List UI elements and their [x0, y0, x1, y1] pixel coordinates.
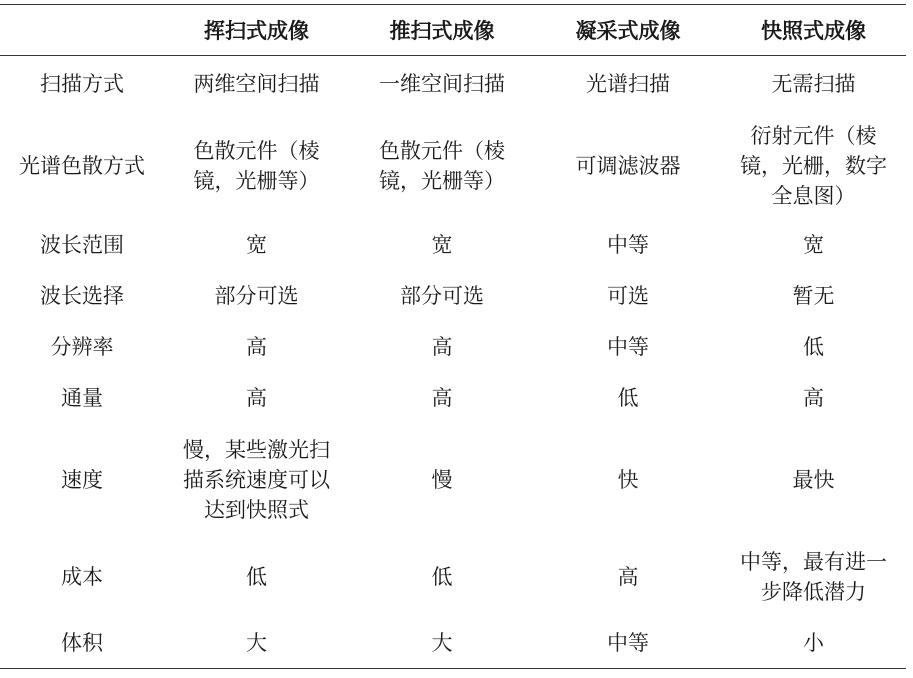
table-cell: 高 [431, 386, 453, 410]
table-cell: 可选 [607, 284, 649, 308]
row-label: 成本 [61, 564, 103, 589]
row-label: 扫描方式 [40, 72, 124, 97]
imaging-comparison-table [0, 4, 906, 669]
table-row [0, 424, 906, 536]
row-label: 光谱色散方式 [19, 154, 145, 178]
table-cell: 宽 [803, 233, 824, 257]
table-cell: 色散元件（棱镜，光栅等） [193, 139, 320, 193]
table-cell: 高 [246, 335, 267, 359]
header-whiskbroom: 挥扫式成像 [164, 5, 349, 56]
row-label: 速度 [61, 467, 103, 492]
header-snapshot: 快照式成像 [721, 5, 906, 56]
table-row [0, 536, 906, 618]
table-row [0, 56, 906, 113]
table-cell: 高 [803, 386, 824, 410]
header-staring: 凝采式成像 [535, 5, 721, 56]
table-cell: 可调滤波器 [575, 154, 681, 178]
row-label: 通量 [61, 386, 103, 410]
row-label: 分辨率 [50, 335, 114, 359]
table-row [0, 271, 906, 322]
table-cell: 低 [617, 386, 639, 410]
table-cell: 中等，最有进一步降低潜力 [740, 549, 887, 604]
table-cell: 慢 [431, 467, 453, 492]
table-cell: 部分可选 [214, 284, 299, 308]
table-cell: 部分可选 [400, 284, 484, 308]
table-cell: 宽 [246, 233, 267, 257]
table-cell: 快 [617, 467, 639, 492]
table-row [0, 373, 906, 424]
row-label: 体积 [0, 618, 164, 669]
table-cell: 宽 [431, 233, 453, 257]
table-cell: 两维空间扫描 [193, 72, 320, 97]
table-cell: 高 [246, 386, 267, 410]
table-cell: 中等 [535, 618, 721, 669]
table-cell: 色散元件（棱镜，光栅等） [379, 139, 505, 193]
table-cell: 暂无 [792, 284, 835, 308]
table-cell: 低 [803, 335, 824, 359]
table-cell: 衍射元件（棱镜，光栅，数字全息图） [740, 124, 887, 208]
table-row [0, 322, 906, 373]
table-cell: 高 [431, 335, 453, 359]
table-header-row [0, 5, 906, 56]
table-cell: 慢，某些激光扫描系统速度可以达到快照式 [183, 437, 330, 522]
row-label: 波长范围 [40, 233, 124, 257]
row-label: 波长选择 [40, 284, 124, 308]
table-cell: 低 [246, 564, 267, 589]
table-cell: 低 [431, 564, 453, 589]
table-cell: 最快 [792, 467, 835, 492]
table-cell: 一维空间扫描 [379, 72, 505, 97]
table-cell: 无需扫描 [771, 72, 856, 97]
header-pushbroom: 推扫式成像 [349, 5, 535, 56]
table-row [0, 618, 906, 669]
table-cell: 小 [721, 618, 906, 669]
table-row [0, 113, 906, 220]
table-cell: 大 [349, 618, 535, 669]
table-cell: 中等 [607, 233, 649, 257]
table-row [0, 220, 906, 271]
header-corner [0, 5, 164, 56]
table-cell: 高 [617, 564, 639, 589]
table-cell: 光谱扫描 [586, 72, 670, 97]
table-cell: 中等 [607, 335, 649, 359]
table-cell: 大 [164, 618, 349, 669]
